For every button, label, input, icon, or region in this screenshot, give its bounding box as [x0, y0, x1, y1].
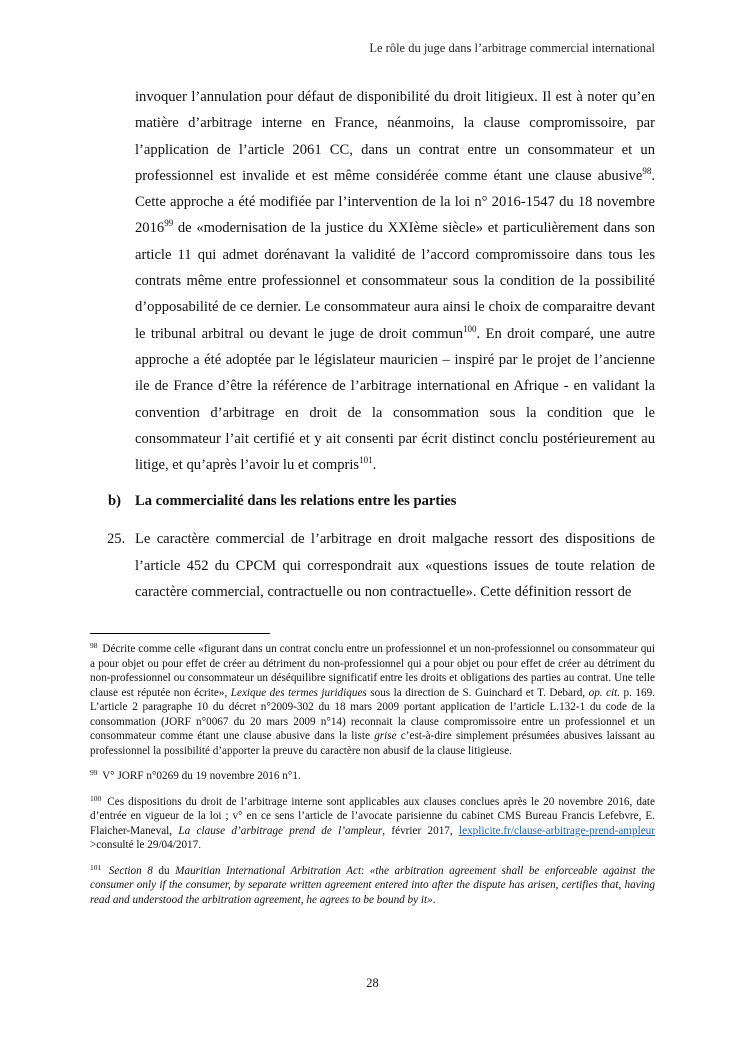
page-number: 28: [366, 976, 379, 990]
running-header: Le rôle du juge dans l’arbitrage commercial international: [369, 41, 655, 55]
paragraph-25-text: Le caractère commercial de l’arbitrage en droit malgache ressort des dispositions de l’article 452 du CPCM qui correspondrait aux «questions issues de toute relation de caractère commercial, contractuelle ou non contractuelle». Cette définition ressort de: [135, 531, 655, 601]
paragraph-25: [107, 526, 655, 605]
main-text: [90, 84, 655, 605]
paragraph-number: 25.: [107, 531, 126, 548]
paragraph-continuation: invoquer l’annulation pour défaut de disponibilité du droit litigieux. Il est à noter qu’en matière d’arbitrage interne en France, néanmoins, la clause compromissoire, par l’application de l’article 2061 CC, dans un contrat entre un consommateur et un professionnel est invalide et est même considérée comme étant une clause abusive$^{98}$. Cette approche a été modifiée par l’intervention de la loi n° 2016-1547 du 18 novembre 2016$^{99}$ de «modernisation de la justice du XXIème siècle» et particulièrement dans son article 11 qui admet dorénavant la validité de l’accord compromissoire dans tous les contrats même entre professionnel et consommateur sous la condition de la possibilité d’opposabilité de ce dernier. Le consommateur aura ainsi le choix de comparaitre devant le tribunal arbitral ou devant le juge de droit commun$^{100}$. En droit comparé, une autre approche a été adoptée par le législateur mauricien – inspiré par le projet de l’ancienne ile de France d’être la référence de l’arbitrage international en Afrique - en validant la convention d’arbitrage en droit de la consommation sous la condition que le consommateur l’ait certifié et y ait consenti par écrit distinct conclu postérieurement au litige, et qu’après l’avoir lu et compris$^{101}$.: [135, 89, 655, 474]
footnote-ref-99[interactable]: 99: [164, 218, 174, 229]
section-heading-text: La commercialité dans les relations entre les parties: [135, 493, 457, 510]
footnote-99: $^{99}$ V° JORF n°0269 du 19 novembre 2016 n°1.: [90, 768, 301, 782]
section-heading-label: b): [108, 493, 121, 510]
footnote-separator: [90, 633, 270, 634]
footnote-link[interactable]: lexplicite.fr/clause-arbitrage-prend-ampleur: [459, 824, 655, 837]
footnote-100: $^{100}$ Ces dispositions du droit de l’arbitrage interne sont applicables aux clauses conclues après le 20 novembre 2016, date d’entrée en vigueur de la loi ; v° en ce sens l’article de l’avocate parisienne du cabinet CMS Bureau Francis Lefebvre, E. Flaicher-Maneval, La clause d’arbitrage prend de l’ampleur, février 2017, lexplicite.fr/clause-arbitrage-prend-ampleur >consulté le 29/04/2017.: [90, 793, 655, 851]
section-heading-b: [108, 488, 655, 514]
footnotes: [90, 642, 655, 918]
footnote-101: $^{101}$ Section 8 du Mauritian International Arbitration Act: «the arbitration agreement shall be enforceable against the consumer only if the consumer, by separate written agreement entered into after the dispute has arisen, certifies that, having read and understood the arbitration agreement, he agrees to be bound by it».: [90, 862, 656, 906]
footnote-ref-100[interactable]: 100: [463, 323, 477, 334]
footnote-ref-98[interactable]: 98: [642, 165, 652, 176]
footnote-ref-101[interactable]: 101: [359, 455, 373, 466]
footnote-98: $^{98}$ Décrite comme celle «figurant dans un contrat conclu entre un professionnel et un non-professionnel ou consommateur qui a pour objet ou pour effet de créer au détriment du non-professionnel qui a pour objet ou pour effet de créer au détriment du non-professionnel ou consommateur un déséquilibre significatif entre les droits et obligations des parties au contrat. Une telle clause est réputée non écrite», Lexique des termes juridiques sous la direction de S. Guinchard et T. Debard, op. cit. p. 169. L’article 2 paragraphe 10 du décret n°2009-302 du 18 mars 2009 portant application de l’article L.132-1 du code de la consommation (JORF n°0067 du 20 mars 2009 n°14) reconnait la clause compromissoire entre un professionnel et un consommateur comme étant une clause abusive dans la liste grise c’est-à-dire simplement présumées abusives laissant au professionnel la possibilité d’apporter la preuve du caractère non abusif de la clause litigieuse.: [90, 641, 656, 757]
